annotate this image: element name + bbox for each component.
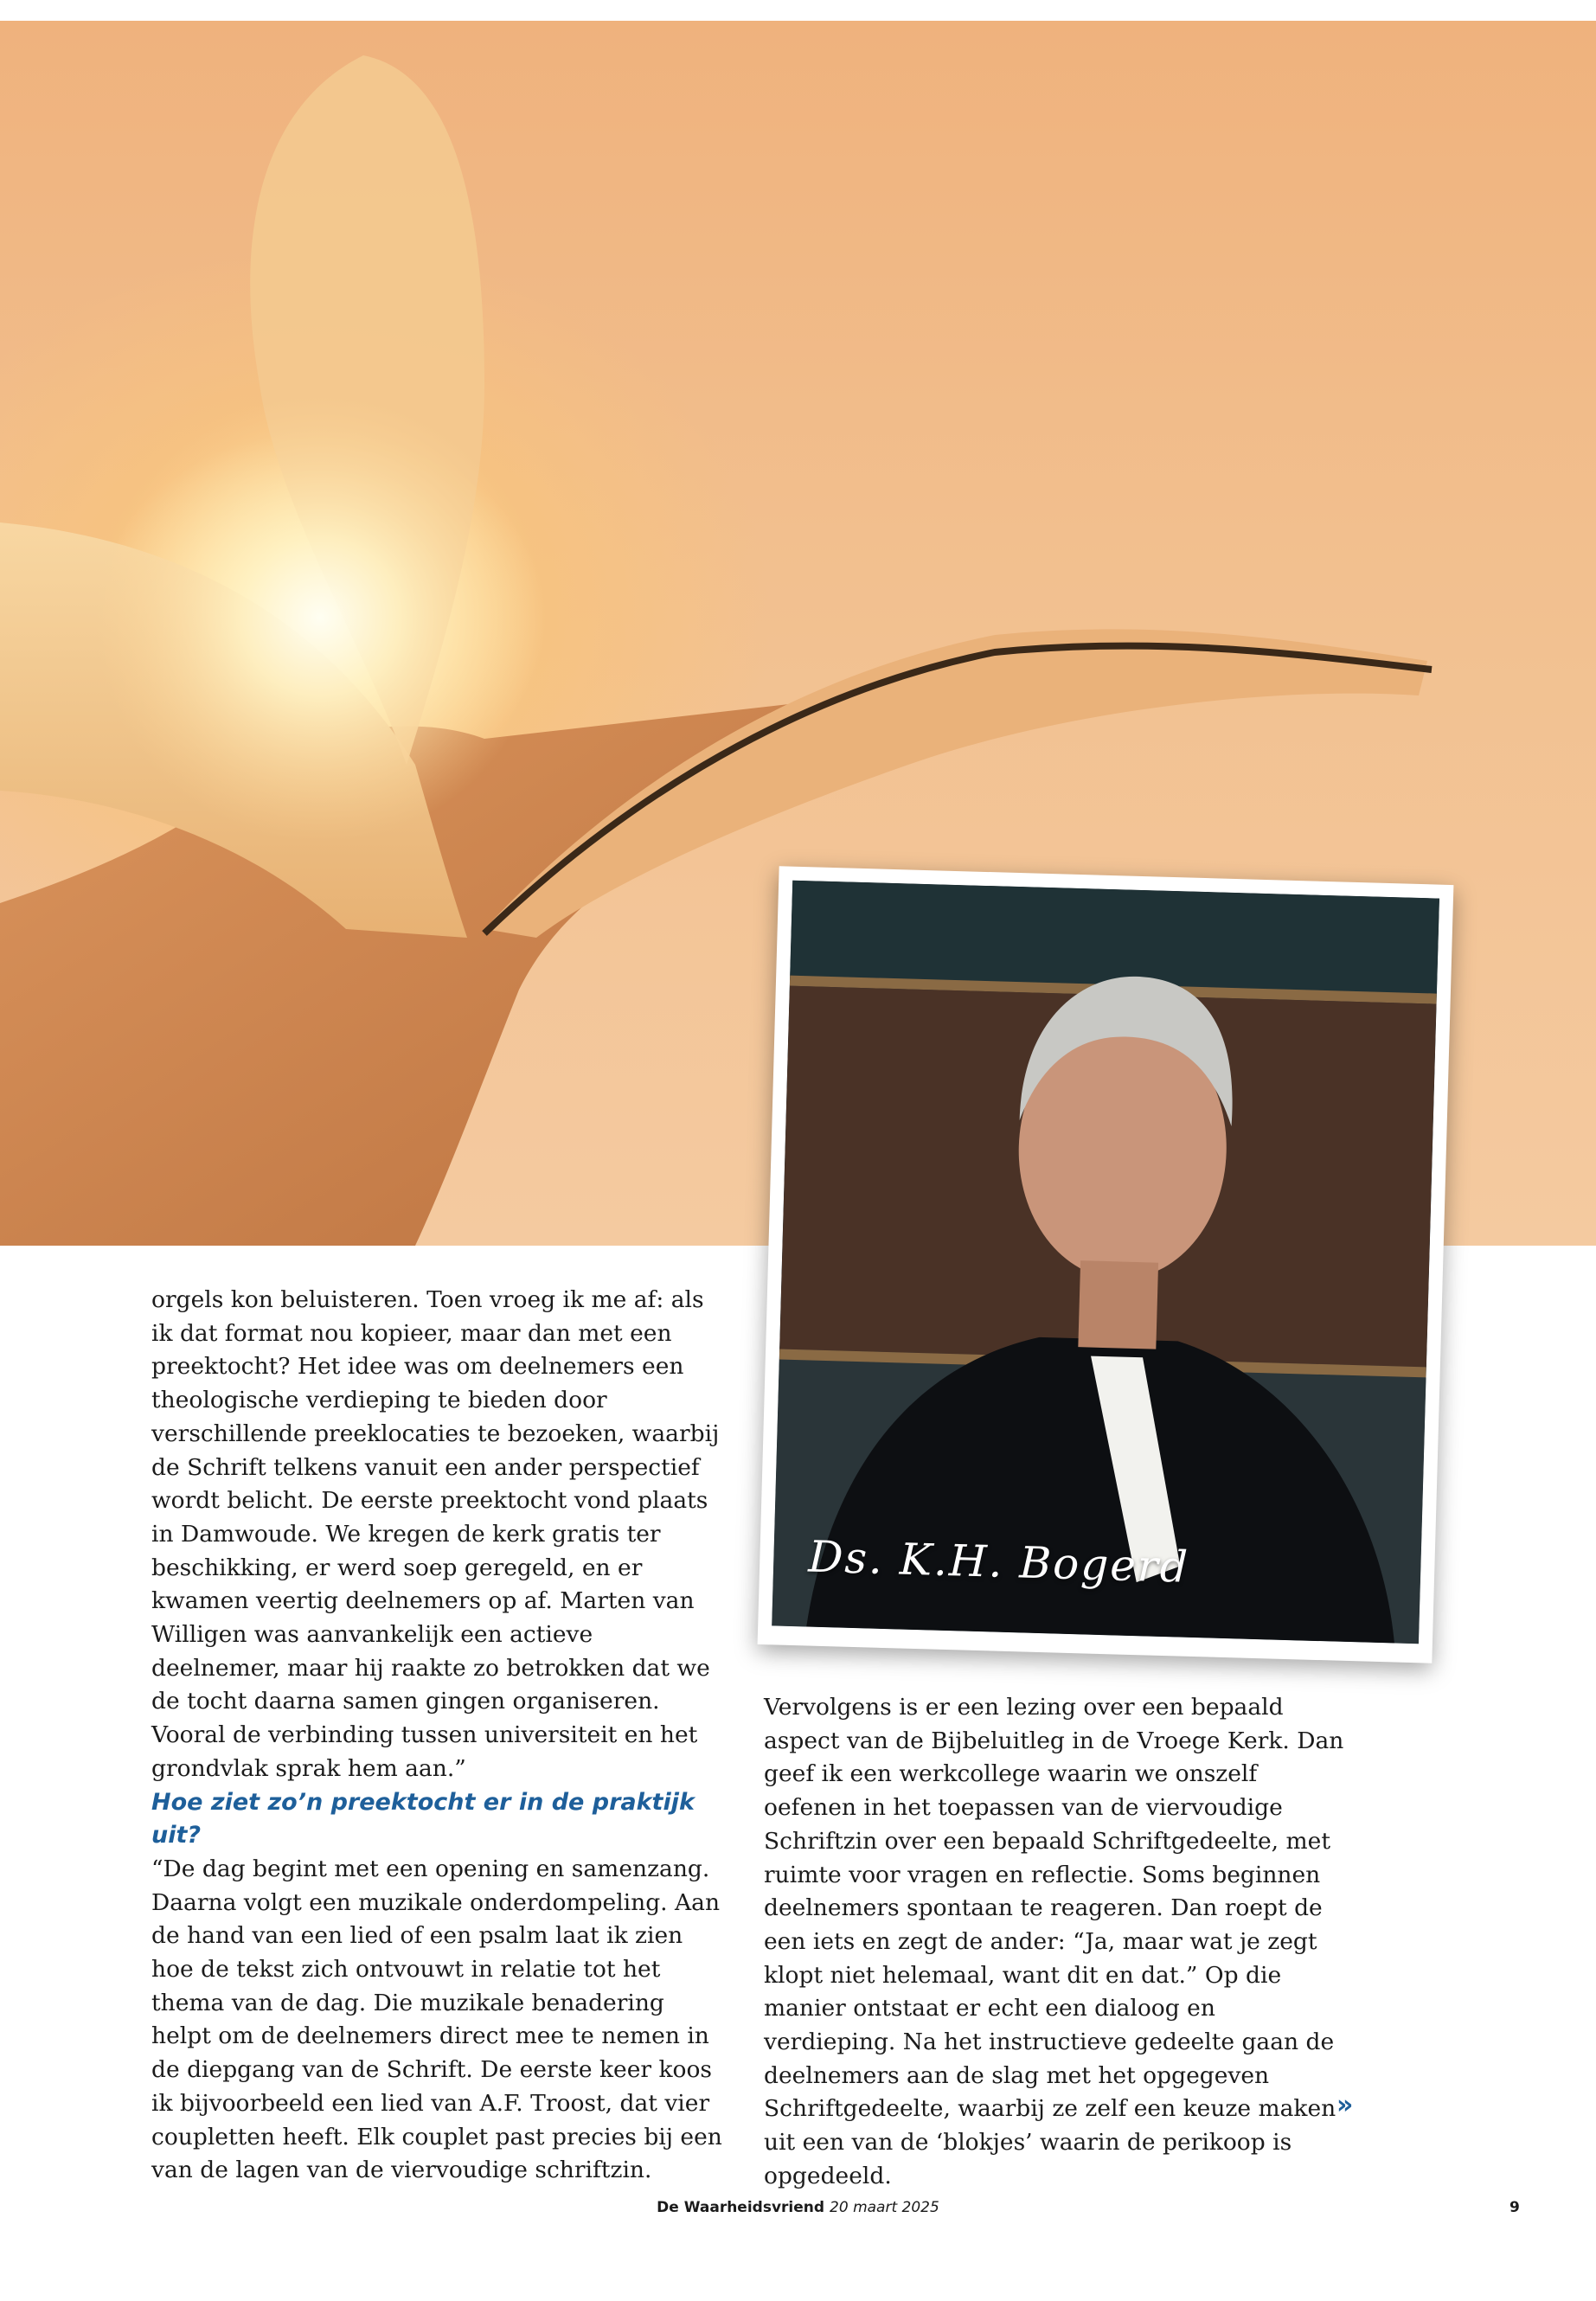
left-paragraph-2: “De dag begint met een opening en samenzang. Daarna volgt een muzikale onderdompeling. Aan de hand van een lied of een psalm laat ik zien hoe de tekst zich ontvouwt in relatie tot het thema van de dag. Die muzikale benadering helpt om de deelnemers direct mee te nemen in de diepgang van de Schrift. De eerste keer koos ik bijvoorbeeld een lied van A.F. Troost, dat vier coupletten heeft. Elk couplet past precies bij een van de lagen van de viervoudige schriftzin. (151, 1855, 722, 2184)
portrait-caption: Ds. K.H. Bogerd (807, 1531, 1190, 1593)
left-paragraph-1: orgels kon beluisteren. Toen vroeg ik me af: als ik dat format nou kopieer, maar dan met een preektocht? Het idee was om deelnemers een theologische verdieping te bieden door verschillende preeklocaties te bezoeken, waarbij de Schrift telkens vanuit een ander perspectief wordt belicht. De eerste preektocht vond plaats in Damwoude. We kregen de kerk gratis ter beschikking, er werd soep geregeld, en er kwamen veertig deelnemers op af. Marten van Willigen was aanvankelijk een actieve deelnemer, maar hij raakte zo betrokken dat we de tocht daarna samen gingen organiseren. Vooral de verbinding tussen universiteit en het grondvlak sprak hem aan.” (151, 1286, 720, 1782)
portrait-illustration (772, 881, 1439, 1644)
portrait-photo (772, 881, 1439, 1644)
sun-flare (95, 393, 545, 843)
subheading: Hoe ziet zo’n preektocht er in de praktijk uit? (151, 1788, 695, 1849)
top-margin (0, 0, 1596, 21)
page-number: 9 (1509, 2199, 1520, 2216)
article-left-column (151, 1284, 722, 2188)
portrait-photo-card (758, 866, 1454, 1663)
footer (0, 2199, 1596, 2216)
footer-publication: De Waarheidsvriend (657, 2199, 825, 2216)
footer-date: 20 maart 2025 (830, 2199, 939, 2216)
right-paragraph: Vervolgens is er een lezing over een bepaald aspect van de Bijbeluitleg in de Vroege Kerk. Dan geef ik een werkcollege waarin we onszelf oefenen in het toepassen van de viervoudige Schriftzin over een bepaald Schriftgedeelte, met ruimte voor vragen en reflectie. Soms beginnen deelnemers spontaan te reageren. Dan roept de een iets en zegt de ander: “Ja, maar wat je zegt klopt niet helemaal, want dit en dat.” Op die manier ontstaat er echt een dialoog en verdieping. Na het instructieve gedeelte gaan de deelnemers aan de slag met het opgegeven Schriftgedeelte, waarbij ze zelf een keuze maken uit een van de ‘blokjes’ waarin de perikoop is opgedeeld. (764, 1694, 1344, 2189)
article-right-column (764, 1691, 1352, 2194)
shelf-top (790, 881, 1439, 994)
continue-arrow-icon: » (1336, 2090, 1354, 2120)
neck (1078, 1260, 1158, 1349)
